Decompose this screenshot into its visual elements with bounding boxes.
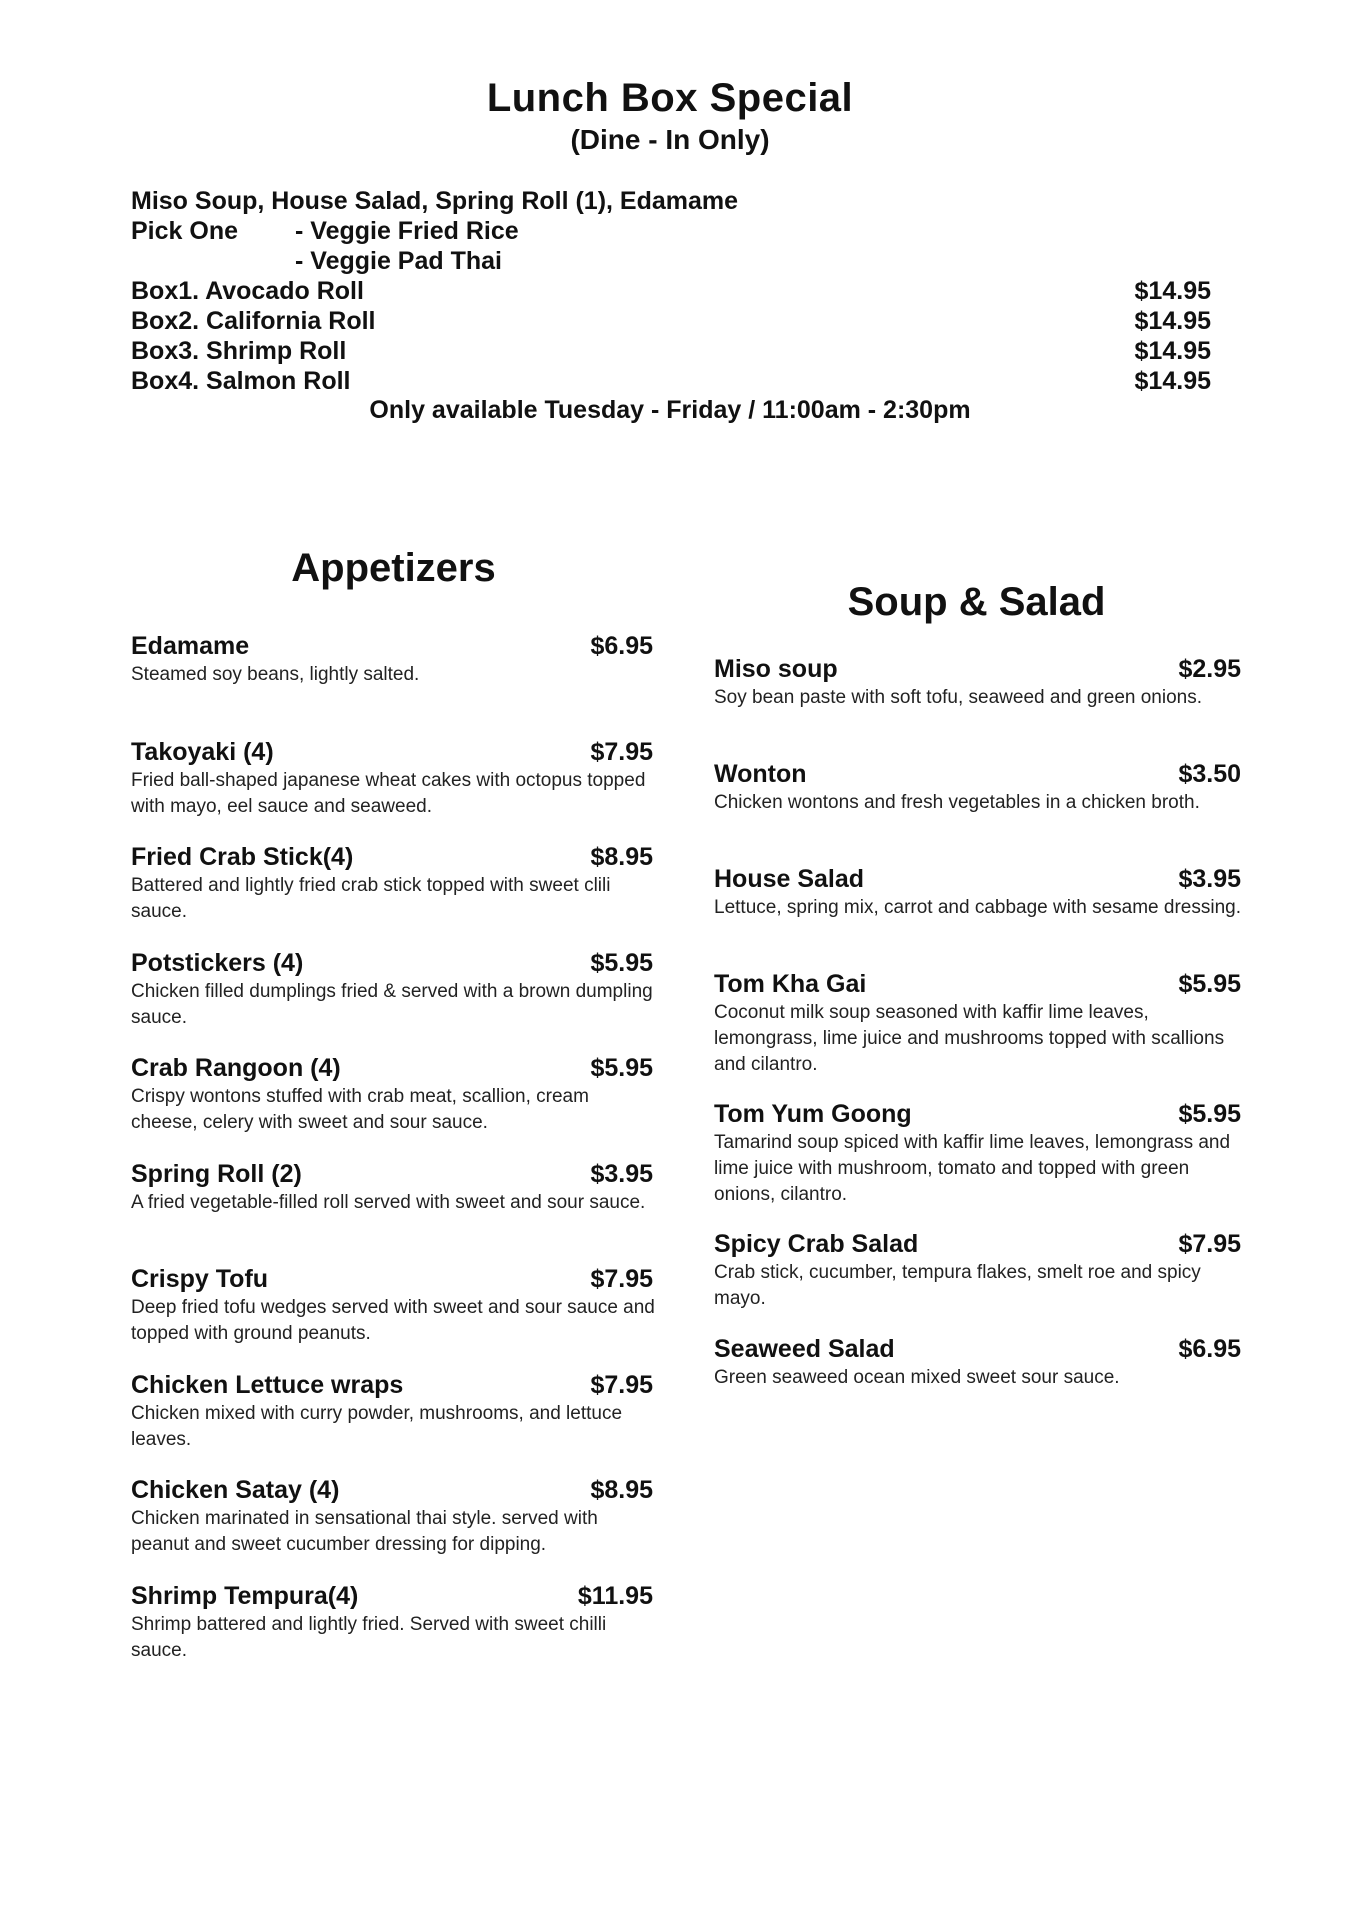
item-description: Shrimp battered and lightly fried. Served with sweet chilli sauce. [131, 1613, 607, 1661]
item-price: $8.95 [590, 1476, 653, 1504]
lunch-includes [131, 186, 1211, 216]
lunch-includes-text: Miso Soup, House Salad, Spring Roll (1), Edamame [131, 187, 739, 215]
item-description: Fried ball-shaped japanese wheat cakes with octopus topped with mayo, eel sauce and seaweed. [131, 769, 646, 817]
soup-salad-list [714, 653, 1241, 1438]
lunch-box-price: $14.95 [1134, 367, 1211, 395]
item-name: Crispy Tofu [131, 1265, 269, 1293]
lunch-pick-row [131, 246, 1211, 276]
menu-item [131, 630, 657, 736]
appetizers-heading: Appetizers [291, 546, 496, 590]
lunch-box-price: $14.95 [1134, 277, 1211, 305]
lunch-box-row [131, 276, 1211, 306]
lunch-box-name: Box3. Shrimp Roll [131, 337, 347, 365]
item-price: $2.95 [1178, 655, 1241, 683]
item-name: Edamame [131, 632, 250, 660]
menu-item [714, 1333, 1241, 1438]
item-name: Spicy Crab Salad [714, 1230, 919, 1258]
item-description: Green seaweed ocean mixed sweet sour sauce. [714, 1367, 1120, 1388]
lunch-box-details [131, 186, 1211, 396]
menu-item [714, 653, 1241, 758]
lunch-box-row [131, 366, 1211, 396]
menu-item [131, 1369, 657, 1475]
item-price: $6.95 [590, 632, 653, 660]
pick-one-label: Pick One [131, 217, 238, 245]
menu-item [131, 1052, 657, 1158]
item-name: Chicken Satay (4) [131, 1476, 340, 1504]
menu-item [714, 1098, 1241, 1228]
item-price: $7.95 [590, 1265, 653, 1293]
item-price: $5.95 [1178, 1100, 1241, 1128]
menu-item [131, 1580, 657, 1686]
menu-item [714, 968, 1241, 1098]
item-price: $3.95 [590, 1159, 653, 1188]
item-price: $5.95 [590, 1054, 653, 1082]
item-description: Chicken filled dumplings fried & served with a brown dumpling sauce. [131, 980, 653, 1028]
item-name: Chicken Lettuce wraps [131, 1370, 404, 1399]
pick-option: - Veggie Fried Rice [295, 217, 519, 245]
lunch-box-name: Box2. California Roll [131, 307, 376, 335]
item-description: Steamed soy beans, lightly salted. [131, 664, 420, 685]
item-description: Crab stick, cucumber, tempura flakes, smelt roe and spicy mayo. [714, 1262, 1201, 1309]
item-name: Tom Yum Goong [714, 1100, 912, 1128]
lunch-box-row [131, 336, 1211, 366]
item-description: A fried vegetable-filled roll served with sweet and sour sauce. [131, 1191, 646, 1213]
item-price: $11.95 [577, 1581, 653, 1610]
item-description: Crispy wontons stuffed with crab meat, scallion, cream cheese, celery with sweet and sour sauce. [131, 1086, 589, 1133]
item-name: House Salad [714, 865, 865, 893]
menu-item [131, 1474, 657, 1580]
lunch-box-price: $14.95 [1134, 307, 1211, 335]
item-name: Wonton [714, 760, 807, 788]
item-description: Chicken mixed with curry powder, mushrooms, and lettuce leaves. [131, 1402, 623, 1450]
item-name: Seaweed Salad [714, 1335, 895, 1363]
lunch-box-title: Lunch Box Special [486, 76, 854, 120]
lunch-box-subtitle: (Dine - In Only) [570, 124, 770, 155]
item-name: Spring Roll (2) [131, 1159, 302, 1188]
lunch-box-name: Box1. Avocado Roll [131, 277, 364, 305]
item-name: Shrimp Tempura(4) [131, 1581, 359, 1610]
item-name: Fried Crab Stick(4) [131, 843, 354, 871]
item-name: Miso soup [714, 655, 838, 683]
item-name: Tom Kha Gai [714, 970, 867, 998]
item-price: $6.95 [1178, 1335, 1241, 1363]
lunch-pick-row [131, 216, 1211, 246]
item-price: $5.95 [1178, 970, 1241, 998]
item-description: Coconut milk soup seasoned with kaffir lime leaves, lemongrass, lime juice and mushrooms topped with scallions and cilantro. [714, 1002, 1225, 1075]
item-description: Chicken marinated in sensational thai style. served with peanut and sweet cucumber dressing for dipping. [131, 1508, 598, 1555]
item-price: $3.50 [1178, 760, 1241, 788]
item-name: Crab Rangoon (4) [131, 1054, 341, 1082]
lunch-box-name: Box4. Salmon Roll [131, 367, 351, 395]
item-description: Deep fried tofu wedges served with sweet and sour sauce and topped with ground peanuts. [131, 1297, 655, 1344]
lunch-availability: Only available Tuesday - Friday / 11:00am - 2:30pm [369, 396, 971, 424]
item-description: Soy bean paste with soft tofu, seaweed and green onions. [714, 687, 1202, 708]
lunch-box-row [131, 306, 1211, 336]
lunch-box-price: $14.95 [1134, 337, 1211, 365]
item-description: Battered and lightly fried crab stick topped with sweet clili sauce. [131, 875, 611, 922]
item-name: Takoyaki (4) [131, 737, 274, 766]
item-price: $7.95 [590, 1370, 653, 1399]
item-price: $5.95 [590, 948, 653, 977]
item-name: Potstickers (4) [131, 948, 304, 977]
item-description: Chicken wontons and fresh vegetables in a chicken broth. [714, 792, 1200, 813]
item-price: $7.95 [590, 737, 653, 766]
item-price: $8.95 [590, 843, 653, 871]
menu-item [131, 947, 657, 1053]
soup-salad-heading: Soup & Salad [847, 580, 1106, 624]
appetizers-list [131, 630, 657, 1685]
item-description: Tamarind soup spiced with kaffir lime leaves, lemongrass and lime juice with mushroom, tomato and topped with green onions, cilantro. [714, 1132, 1231, 1205]
item-price: $3.95 [1178, 865, 1241, 893]
pick-option: - Veggie Pad Thai [295, 247, 502, 275]
item-description: Lettuce, spring mix, carrot and cabbage with sesame dressing. [714, 897, 1241, 918]
menu-item [714, 758, 1241, 863]
menu-item [714, 863, 1241, 968]
menu-item [131, 841, 657, 947]
menu-item [131, 1263, 657, 1369]
menu-item [131, 736, 657, 842]
menu-item [714, 1228, 1241, 1333]
menu-item [131, 1158, 657, 1264]
item-price: $7.95 [1178, 1230, 1241, 1258]
